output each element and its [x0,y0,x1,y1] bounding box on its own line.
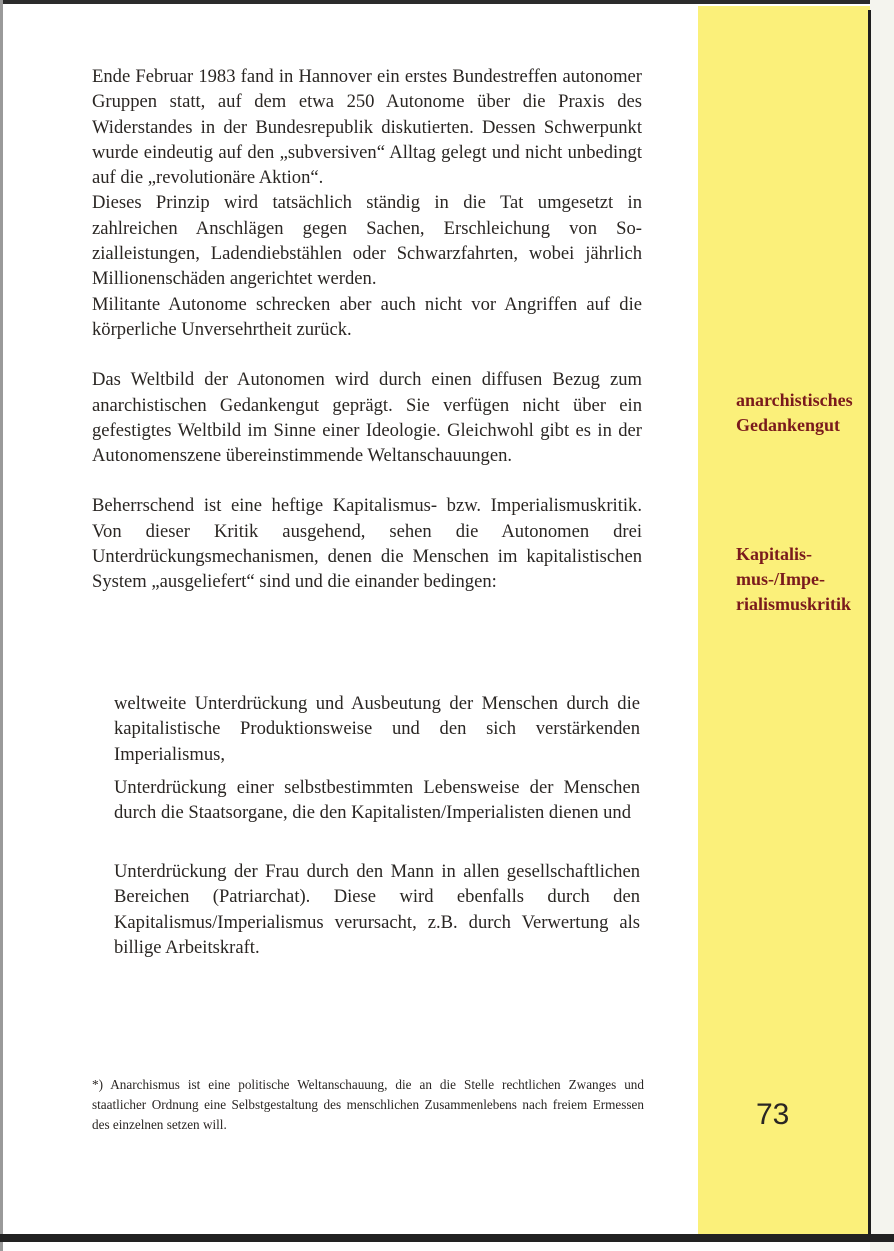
right-border [868,10,871,1234]
list-item-text: weltweite Unterdrückung und Ausbeutung der Menschen durch die kapitalistische Produktionsweise und den sich verstärkenden Imperialismus, [114,693,640,765]
list-item-text: Unterdrückung einer selbstbestimmten Lebensweise der Menschen durch die Staatsorgane, die den Kapitalisten/Imperialisten dienen und [114,777,640,824]
list-item-text: Unterdrückung der Frau durch den Mann in allen gesellschaftlichen Bereichen (Patriarchat). Diese wird ebenfalls durch den Kapitalismus/Imperialismus verursacht, z.B. durch Verwertung als billige Arbeitskraft. [114,861,640,958]
paragraph: Ende Februar 1983 fand in Hannover ein erstes Bundestreffen autonomer Gruppen statt, auf dem etwa 250 Autonome über die Praxis des Widerstandes in der Bundesrepublik diskutierten. Dessen Schwerpunkt wurde eindeutig auf den „subversiven“ Alltag gelegt und nicht unbedingt auf die „revolutionäre Aktion“. [92,66,642,189]
side-heading-capitalism-critique: Kapitalismus-/Imperialismuskritik [736,544,852,614]
page-right-edge [870,0,894,1251]
list-item [114,691,640,767]
main-text [92,64,642,595]
left-border [0,0,3,1251]
list-item [114,775,640,826]
margin-column [698,6,870,1234]
side-heading-anarchism: anarchistisches Gedankengut [736,390,853,435]
page-number: 73 [756,1098,790,1131]
paragraph: Das Weltbild der Autonomen wird durch einen diffusen Bezug zum anarchistischen Gedankengut geprägt. Sie verfügen nicht über ein gefestigtes Weltbild im Sinne einer Ideologie. Gleichwohl gibt es in der Autonomenszene übereinstimmende Weltanschauungen. [92,369,642,467]
paragraph: Dieses Prinzip wird tatsächlich ständig in die Tat umgesetzt in zahlreichen Anschlägen gegen Sachen, Erschleichung von Sozialleistungen, Ladendiebstählen oder Schwarzfahrten, wobei jährlich Millionenschäden angerichtet werden. [92,192,642,290]
bottom-border [0,1234,894,1242]
footnote: *) Anarchismus ist eine politische Weltanschauung, die an die Stelle rechtlichen Zwanges und staatlicher Ordnung eine Selbstgestaltung des menschlichen Zusammenlebens nach freiem Ermessen des einzelnen setzen will. [92,1077,644,1132]
paragraph: Militante Autonome schrecken aber auch nicht vor Angriffen auf die körperliche Unversehrtheit zurück. [92,293,642,340]
paragraph: Beherrschend ist eine heftige Kapitalismus- bzw. Imperialismuskritik. Von dieser Kritik ausgehend, sehen die Autonomen drei Unterdrückungsmechanismen, denen die Menschen im kapitalistischen System „ausgeliefert“ sind und die einander bedingen: [92,495,642,593]
list-item [114,859,640,960]
top-border [0,0,894,4]
